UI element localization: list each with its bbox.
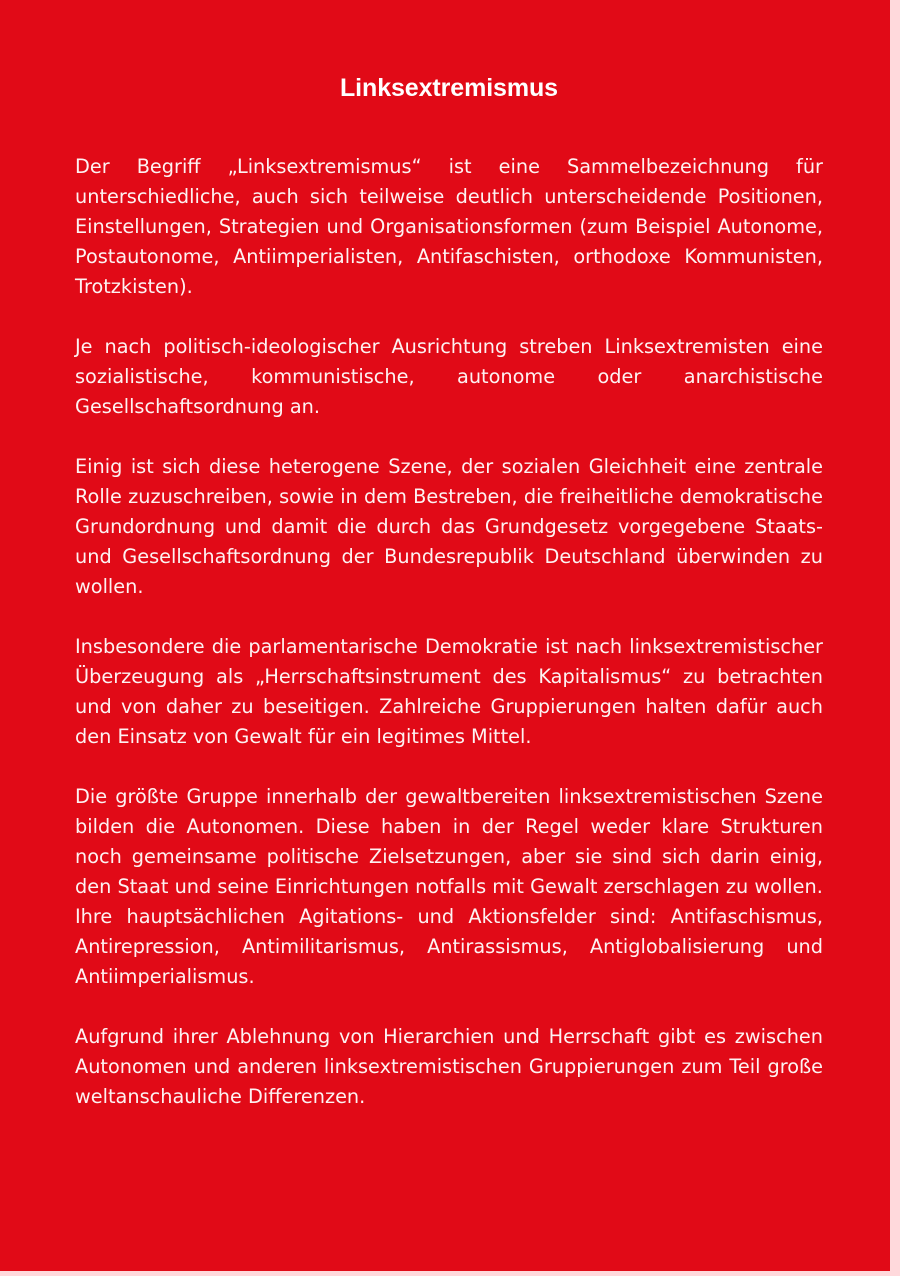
paragraph-common-goals: Einig ist sich diese heterogene Szene, der sozialen Gleichheit eine zentrale Rolle zuzuschreiben, sowie in dem Bestreben, die freiheitliche demokratische Grundordnung und damit die durch das Grundgesetz vorgegebene Staats- und Gesellschaftsordnung der Bundesrepublik Deutschland überwinden zu wollen. <box>75 455 823 598</box>
paragraph-parliamentary-democracy: Insbesondere die parlamentarische Demokratie ist nach linksextremistischer Überzeugung als „Herrschaftsinstrument des Kapitalismus“ zu betrachten und von daher zu beseitigen. Zahlreiche Gruppierungen halten dafür auch den Einsatz von Gewalt für ein legitimes Mittel. <box>75 635 823 748</box>
paragraph-definition: Der Begriff „Linksextremismus“ ist eine Sammelbezeichnung für unterschiedliche, auch sich teilweise deutlich unterscheidende Positionen, Einstellungen, Strategien und Organisationsformen (zum Beispiel Autonome, Postautonome, Antiimperialisten, Antifaschisten, orthodoxe Kommunisten, Trotzkisten). <box>75 155 823 298</box>
paragraph-autonome-group: Die größte Gruppe innerhalb der gewaltbereiten linksextremistischen Szene bilden die Autonomen. Diese haben in der Regel weder klare Strukturen noch gemeinsame politische Zielsetzungen, aber sie sind sich darin einig, den Staat und seine Einrichtungen notfalls mit Gewalt zerschlagen zu wollen. <box>75 785 823 898</box>
document-content-column <box>75 0 823 1112</box>
page-title: Linksextremismus <box>340 74 558 102</box>
paragraph-ideological-orientation: Je nach politisch-ideologischer Ausrichtung streben Linksextremisten eine sozialistische, kommunistische, autonome oder anarchistische Gesellschaftsordnung an. <box>75 335 823 418</box>
paragraph-action-fields: Ihre hauptsächlichen Agitations- und Aktionsfelder sind: Antifaschismus, Antirepression, Antimilitarismus, Antirassismus, Antiglobalisierung und Antiimperialismus. <box>75 905 823 988</box>
paragraph-ideological-differences: Aufgrund ihrer Ablehnung von Hierarchien und Herrschaft gibt es zwischen Autonomen und anderen linksextremistischen Gruppierungen zum Teil große weltanschauliche Differenzen. <box>75 1025 823 1108</box>
